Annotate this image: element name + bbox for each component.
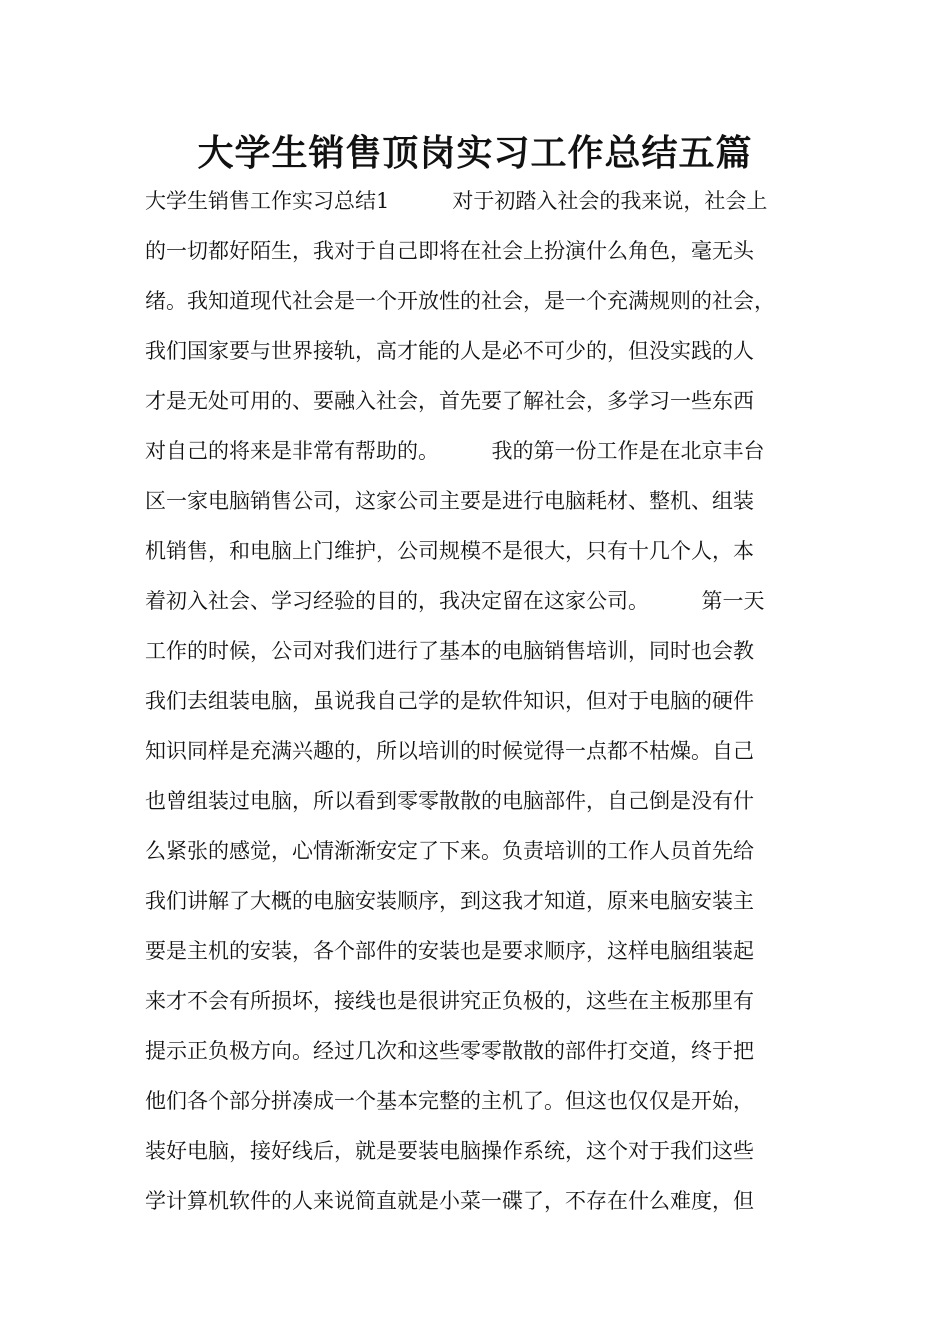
body-line: 知识同样是充满兴趣的，所以培训的时候觉得一点都不枯燥。自己 xyxy=(145,739,754,763)
document-title: 大学生销售顶岗实习工作总结五篇 xyxy=(197,133,753,174)
document-body xyxy=(145,180,825,1230)
body-line: 我们讲解了大概的电脑安装顺序，到这我才知道，原来电脑安装主 xyxy=(145,889,754,913)
body-line: 要是主机的安装，各个部件的安装也是要求顺序，这样电脑组装起 xyxy=(145,939,754,963)
body-line: 对自己的将来是非常有帮助的。 我的第一份工作是在北京丰台 xyxy=(145,439,765,463)
body-line: 工作的时候，公司对我们进行了基本的电脑销售培训，同时也会教 xyxy=(145,639,754,663)
body-line: 来才不会有所损坏，接线也是很讲究正负极的，这些在主板那里有 xyxy=(145,989,754,1013)
body-line: 区一家电脑销售公司，这家公司主要是进行电脑耗材、整机、组装 xyxy=(145,489,754,513)
body-line: 我们去组装电脑，虽说我自己学的是软件知识，但对于电脑的硬件 xyxy=(145,689,754,713)
body-line: 机销售，和电脑上门维护，公司规模不是很大，只有十几个人，本 xyxy=(145,539,754,563)
body-line: 学计算机软件的人来说简直就是小菜一碟了，不存在什么难度，但 xyxy=(145,1189,754,1213)
body-line: 么紧张的感觉，心情渐渐安定了下来。负责培训的工作人员首先给 xyxy=(145,839,754,863)
body-line: 装好电脑，接好线后，就是要装电脑操作系统，这个对于我们这些 xyxy=(145,1139,754,1163)
body-line: 才是无处可用的、要融入社会，首先要了解社会，多学习一些东西 xyxy=(145,389,754,413)
body-line: 提示正负极方向。经过几次和这些零零散散的部件打交道，终于把 xyxy=(145,1039,754,1063)
body-line: 大学生销售工作实习总结1 对于初踏入社会的我来说，社会上 xyxy=(145,189,768,213)
body-line: 的一切都好陌生，我对于自己即将在社会上扮演什么角色，毫无头 xyxy=(145,239,754,263)
body-line: 着初入社会、学习经验的目的，我决定留在这家公司。 第一天 xyxy=(145,589,765,613)
body-line: 绪。我知道现代社会是一个开放性的社会，是一个充满规则的社会， xyxy=(145,289,775,313)
body-line: 我们国家要与世界接轨，高才能的人是必不可少的，但没实践的人 xyxy=(145,339,754,363)
body-line: 也曾组装过电脑，所以看到零零散散的电脑部件，自己倒是没有什 xyxy=(145,789,754,813)
body-line: 他们各个部分拼凑成一个基本完整的主机了。但这也仅仅是开始， xyxy=(145,1089,754,1113)
